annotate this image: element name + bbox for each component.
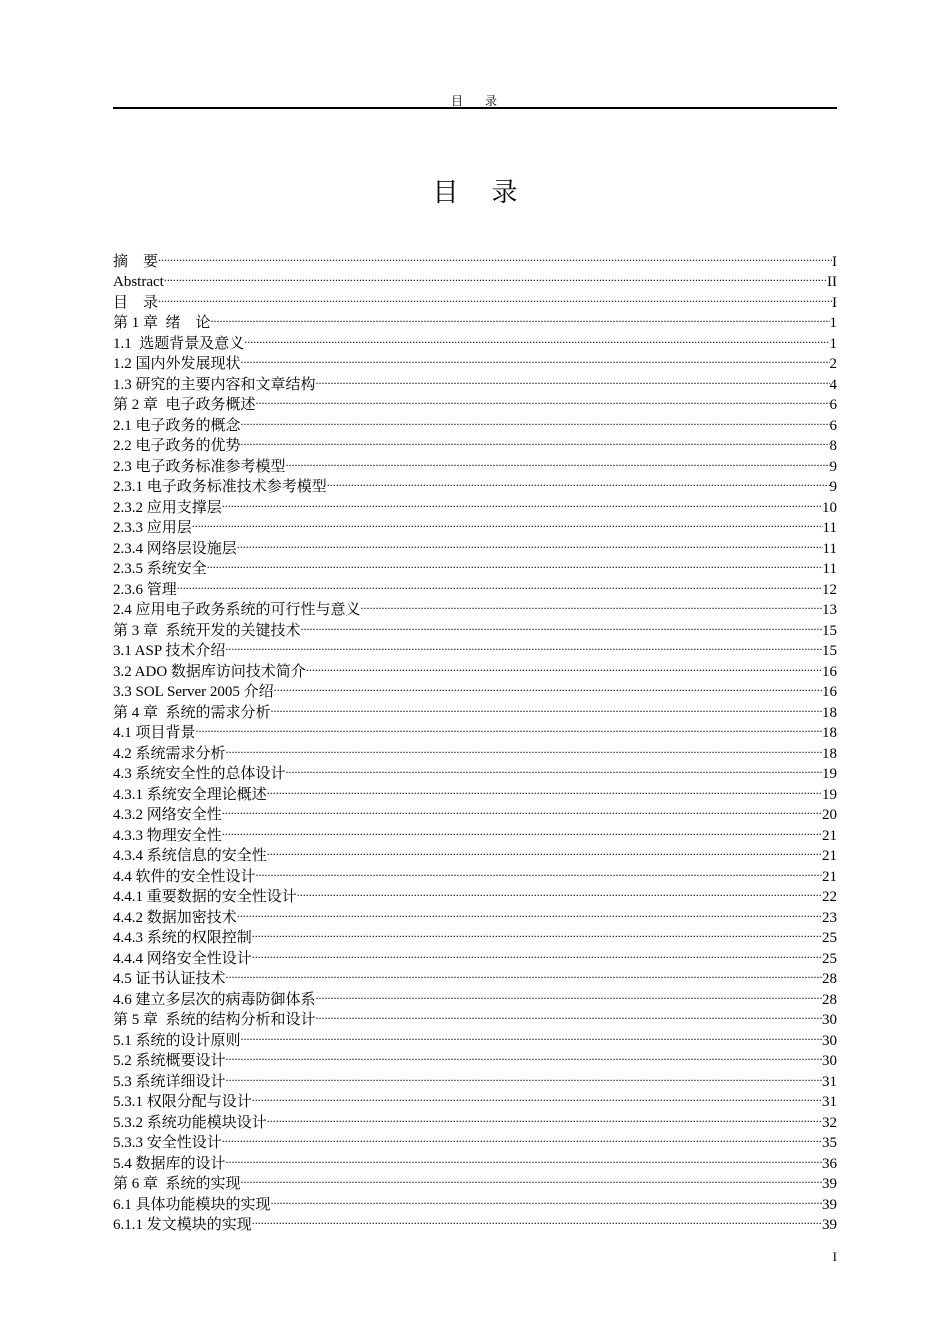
toc-entry-label: 5.3 系统详细设计 xyxy=(113,1073,226,1090)
toc-entry-label: 4.4 软件的安全性设计 xyxy=(113,868,256,885)
toc-entry[interactable] xyxy=(113,512,837,536)
toc-entry-page: 25 xyxy=(822,930,837,946)
toc-dot-leader xyxy=(306,655,822,676)
toc-entry-label: 2.3.2 应用支撑层 xyxy=(113,499,222,516)
toc-dot-leader xyxy=(267,1106,822,1127)
toc-entry[interactable] xyxy=(113,266,837,290)
toc-entry[interactable] xyxy=(113,532,837,557)
toc-entry-label: 第 5 章 系统的结构分析和设计 xyxy=(113,1012,316,1028)
toc-dot-leader xyxy=(301,614,822,635)
toc-dot-leader xyxy=(226,1065,822,1086)
toc-entry-label: 4.4.1 重要数据的安全性设计 xyxy=(113,889,297,905)
toc-entry-page: 30 xyxy=(822,1012,837,1028)
toc-entry[interactable] xyxy=(113,799,837,823)
toc-entry-label: 2.3 电子政务标准参考模型 xyxy=(113,458,286,475)
toc-dot-leader xyxy=(207,553,823,574)
toc-entry-page: II xyxy=(827,274,837,290)
toc-dot-leader xyxy=(267,840,822,861)
toc-entry-label: 6.1.1 发文模块的实现 xyxy=(113,1217,252,1233)
toc-dot-leader xyxy=(271,696,822,717)
toc-entry-label: 3.1 ASP 技术介绍 xyxy=(113,643,226,659)
toc-dot-leader xyxy=(252,942,822,963)
toc-entry-page: 32 xyxy=(822,1114,837,1131)
toc-dot-leader xyxy=(226,737,822,758)
toc-entry-page: 19 xyxy=(822,786,837,803)
toc-entry[interactable] xyxy=(113,1127,837,1151)
toc-entry-label: 目 录 xyxy=(113,294,159,311)
toc-dot-leader xyxy=(256,860,822,881)
toc-entry-page: 21 xyxy=(822,848,837,864)
toc-entry-label: 5.3.1 权限分配与设计 xyxy=(113,1094,252,1110)
toc-entry-label: 3.3 SOL Server 2005 介绍 xyxy=(113,684,274,700)
toc-dot-leader xyxy=(222,491,822,512)
toc-dot-leader xyxy=(267,778,822,799)
toc-entry-page: 9 xyxy=(829,458,837,475)
page-number: I xyxy=(832,1249,837,1264)
toc-entry-page: 8 xyxy=(829,438,837,454)
toc-dot-leader xyxy=(286,758,822,779)
toc-entry-page: 18 xyxy=(822,725,837,741)
table-of-contents xyxy=(113,245,837,1233)
toc-entry-label: 1.2 国内外发展现状 xyxy=(113,356,241,372)
toc-dot-leader xyxy=(226,1045,822,1066)
toc-entry-label: 4.3.4 系统信息的安全性 xyxy=(113,848,267,864)
toc-entry-page: 21 xyxy=(822,868,837,885)
toc-entry-page: 1 xyxy=(829,335,837,352)
toc-entry-label: 第 1 章 绪 论 xyxy=(113,315,211,331)
toc-entry-page: 30 xyxy=(822,1032,837,1049)
toc-entry-page: 39 xyxy=(822,1176,837,1192)
toc-entry[interactable] xyxy=(113,573,837,598)
toc-entry-page: 31 xyxy=(822,1094,837,1110)
toc-dot-leader xyxy=(222,1127,822,1148)
toc-entry-page: 1 xyxy=(829,315,837,331)
toc-entry-label: 第 4 章 系统的需求分析 xyxy=(113,704,271,721)
toc-entry[interactable] xyxy=(113,594,837,618)
toc-entry-label: 5.3.2 系统功能模块设计 xyxy=(113,1114,267,1131)
toc-entry[interactable] xyxy=(113,819,837,844)
toc-entry-label: Abstract xyxy=(113,274,164,290)
toc-entry-page: 36 xyxy=(822,1155,837,1172)
toc-dot-leader xyxy=(316,368,830,389)
toc-entry-page: I xyxy=(832,253,837,270)
toc-entry-label: 5.1 系统的设计原则 xyxy=(113,1032,241,1049)
toc-entry-page: 11 xyxy=(822,561,837,577)
toc-dot-leader xyxy=(241,1024,822,1045)
toc-entry-page: 6 xyxy=(829,417,837,434)
toc-dot-leader xyxy=(164,266,827,287)
toc-entry-label: 6.1 具体功能模块的实现 xyxy=(113,1196,271,1213)
toc-entry-label: 2.1 电子政务的概念 xyxy=(113,417,241,434)
toc-entry-page: 23 xyxy=(822,909,837,926)
page-header: 目 录 xyxy=(450,94,499,108)
toc-entry-label: 4.6 建立多层次的病毒防御体系 xyxy=(113,991,316,1008)
toc-dot-leader xyxy=(316,1004,822,1025)
toc-entry-page: 20 xyxy=(822,807,837,823)
toc-entry-label: 4.4.2 数据加密技术 xyxy=(113,909,237,926)
page-title: 目 录 xyxy=(432,178,518,208)
toc-entry-label: 4.3 系统安全性的总体设计 xyxy=(113,766,286,782)
toc-entry-page: 15 xyxy=(822,643,837,659)
toc-entry-label: 第 3 章 系统开发的关键技术 xyxy=(113,622,301,639)
toc-entry-page: 6 xyxy=(829,397,837,413)
toc-entry[interactable] xyxy=(113,327,837,352)
toc-entry[interactable] xyxy=(113,307,837,331)
header-rule xyxy=(113,107,837,109)
toc-dot-leader xyxy=(252,1086,822,1107)
toc-dot-leader xyxy=(274,676,822,697)
toc-dot-leader xyxy=(241,1168,822,1189)
toc-entry-page: 11 xyxy=(822,520,837,536)
toc-dot-leader xyxy=(222,819,822,840)
toc-dot-leader xyxy=(237,901,822,922)
toc-entry-page: 10 xyxy=(822,499,837,516)
toc-entry-label: 2.3.4 网络层设施层 xyxy=(113,540,237,557)
toc-entry-label: 1.3 研究的主要内容和文章结构 xyxy=(113,376,316,393)
toc-entry-label: 4.1 项目背景 xyxy=(113,725,196,741)
toc-entry-label: 4.5 证书认证技术 xyxy=(113,971,226,987)
toc-dot-leader xyxy=(192,512,823,533)
toc-entry-label: 5.2 系统概要设计 xyxy=(113,1053,226,1069)
toc-entry-label: 第 6 章 系统的实现 xyxy=(113,1176,241,1192)
toc-entry-page: 9 xyxy=(829,479,837,495)
toc-entry-label: 摘 要 xyxy=(113,253,159,270)
toc-entry-page: 35 xyxy=(822,1135,837,1151)
toc-entry-page: 21 xyxy=(822,827,837,844)
toc-entry-label: 3.2 ADO 数据库访问技术简介 xyxy=(113,663,306,680)
toc-entry-page: 28 xyxy=(822,991,837,1008)
toc-entry-label: 4.4.3 系统的权限控制 xyxy=(113,930,252,946)
toc-entry-label: 2.2 电子政务的优势 xyxy=(113,438,241,454)
toc-entry-label: 4.3.3 物理安全性 xyxy=(113,827,222,844)
toc-dot-leader xyxy=(297,881,822,902)
toc-dot-leader xyxy=(196,717,822,738)
toc-dot-leader xyxy=(158,286,832,307)
toc-dot-leader xyxy=(237,532,823,553)
toc-dot-leader xyxy=(256,389,830,410)
toc-entry-label: 4.3.1 系统安全理论概述 xyxy=(113,786,267,803)
toc-entry-label: 2.4 应用电子政务系统的可行性与意义 xyxy=(113,602,361,618)
toc-dot-leader xyxy=(241,430,830,451)
toc-dot-leader xyxy=(252,1209,822,1230)
toc-dot-leader xyxy=(286,450,830,471)
toc-entry-page: 39 xyxy=(822,1217,837,1233)
toc-entry-label: 2.3.6 管理 xyxy=(113,581,177,598)
toc-entry-page: 25 xyxy=(822,950,837,967)
toc-dot-leader xyxy=(225,635,822,656)
toc-entry[interactable] xyxy=(113,553,837,577)
toc-entry-page: 16 xyxy=(822,684,837,700)
toc-entry-page: 18 xyxy=(822,745,837,762)
toc-dot-leader xyxy=(226,1147,822,1168)
toc-entry[interactable] xyxy=(113,286,837,311)
toc-dot-leader xyxy=(271,1188,822,1209)
toc-entry-page: 19 xyxy=(822,766,837,782)
toc-entry[interactable] xyxy=(113,717,837,741)
toc-entry-page: 2 xyxy=(829,356,837,372)
toc-entry-page: 11 xyxy=(822,540,837,557)
toc-dot-leader xyxy=(361,594,822,615)
toc-entry-page: 31 xyxy=(822,1073,837,1090)
toc-entry-page: 22 xyxy=(822,889,837,905)
toc-entry-page: 18 xyxy=(822,704,837,721)
toc-dot-leader xyxy=(158,245,832,266)
toc-entry-label: 4.3.2 网络安全性 xyxy=(113,807,222,823)
toc-dot-leader xyxy=(327,471,830,492)
toc-entry-page: 4 xyxy=(829,376,837,393)
toc-entry[interactable] xyxy=(113,245,837,270)
toc-dot-leader xyxy=(316,983,822,1004)
toc-dot-leader xyxy=(244,327,829,348)
toc-entry-page: 39 xyxy=(822,1196,837,1213)
toc-entry-page: 30 xyxy=(822,1053,837,1069)
toc-entry-page: 13 xyxy=(822,602,837,618)
toc-entry-page: 28 xyxy=(822,971,837,987)
toc-dot-leader xyxy=(222,799,822,820)
toc-entry-page: 16 xyxy=(822,663,837,680)
toc-entry-label: 2.3.1 电子政务标准技术参考模型 xyxy=(113,479,327,495)
toc-entry-label: 第 2 章 电子政务概述 xyxy=(113,397,256,413)
toc-dot-leader xyxy=(226,963,822,984)
toc-entry-label: 4.4.4 网络安全性设计 xyxy=(113,950,252,967)
toc-entry[interactable] xyxy=(113,737,837,762)
toc-entry-label: 2.3.5 系统安全 xyxy=(113,561,207,577)
toc-dot-leader xyxy=(252,922,822,943)
toc-entry-label: 1.1 选题背景及意义 xyxy=(113,335,245,352)
toc-entry-label: 5.4 数据库的设计 xyxy=(113,1155,226,1172)
toc-dot-leader xyxy=(177,573,822,594)
toc-dot-leader xyxy=(211,307,830,328)
toc-entry-label: 2.3.3 应用层 xyxy=(113,520,192,536)
toc-entry-page: I xyxy=(832,294,837,311)
toc-entry-label: 4.2 系统需求分析 xyxy=(113,745,226,762)
toc-dot-leader xyxy=(241,348,830,369)
toc-entry[interactable] xyxy=(113,491,837,516)
toc-entry-label: 5.3.3 安全性设计 xyxy=(113,1135,222,1151)
toc-entry-page: 12 xyxy=(822,581,837,598)
toc-entry-page: 15 xyxy=(822,622,837,639)
toc-dot-leader xyxy=(241,409,830,430)
